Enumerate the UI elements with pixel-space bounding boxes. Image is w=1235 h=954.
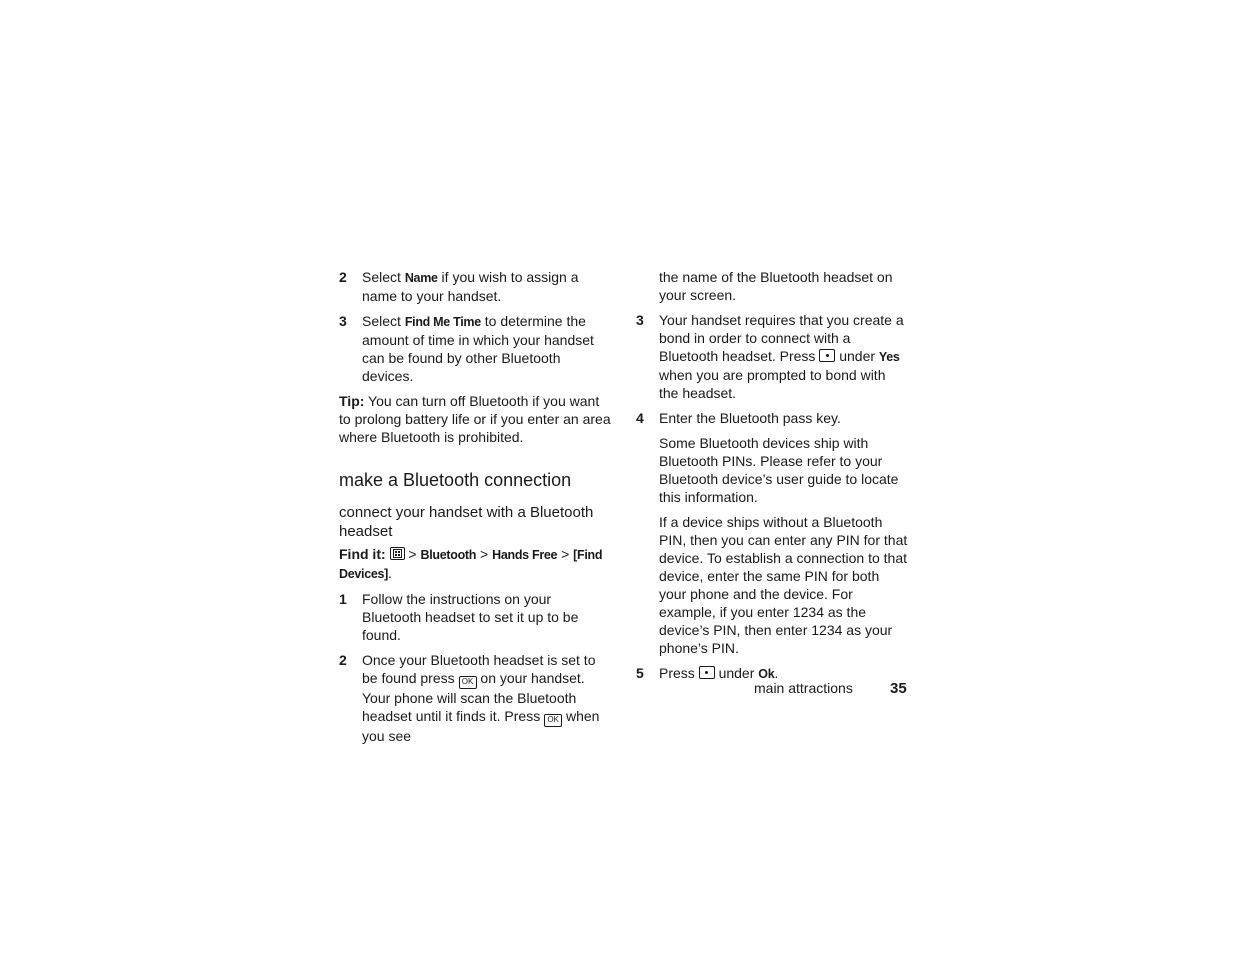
step-2-press-ok bbox=[339, 651, 611, 745]
step-text: on your handset. Your phone will scan the Bluetooth headset until it finds it. Press bbox=[362, 670, 585, 724]
page-footer bbox=[754, 680, 907, 697]
continued-text: the name of the Bluetooth headset on your screen. bbox=[659, 269, 893, 303]
step-text: Select bbox=[362, 269, 405, 285]
right-column bbox=[636, 268, 908, 690]
step-text: under bbox=[835, 348, 879, 364]
ok-key-icon: OK bbox=[544, 714, 562, 727]
step-text: when you see bbox=[362, 708, 600, 744]
find-it-label: Find it: bbox=[339, 546, 386, 562]
step-number: 1 bbox=[339, 591, 347, 607]
left-column bbox=[339, 268, 611, 752]
step-number: 5 bbox=[636, 665, 644, 681]
tip-label: Tip: bbox=[339, 393, 365, 409]
path-bluetooth: Bluetooth bbox=[420, 548, 477, 562]
path-separator: > bbox=[476, 546, 493, 562]
menu-option-find-me-time: Find Me Time bbox=[404, 315, 481, 329]
step-text: Enter the Bluetooth pass key. bbox=[659, 410, 841, 426]
page-number: 35 bbox=[890, 680, 907, 697]
step-text: Once your Bluetooth headset is set to be found press bbox=[362, 652, 596, 686]
pin-example-paragraph: If a device ships without a Bluetooth PIN, then you can enter any PIN for that device. To establish a connection to that device, enter the same PIN for both your phone and the device. For example, if you enter 1234 as the device’s PIN, then enter 1234 as your phone’s PIN. bbox=[659, 514, 908, 656]
center-soft-key-icon bbox=[699, 666, 715, 679]
step-text: Select bbox=[362, 313, 405, 329]
step-text: Follow the instructions on your Bluetooth headset to set it up to be found. bbox=[362, 591, 579, 643]
step-4-pass-key bbox=[636, 409, 908, 427]
step-3-find-me-time bbox=[339, 312, 611, 385]
footer-section-title: main attractions bbox=[754, 680, 853, 696]
step-text: when you are prompted to bond with the headset. bbox=[659, 367, 886, 401]
center-soft-key-icon bbox=[819, 349, 835, 362]
step-number: 3 bbox=[636, 312, 644, 328]
path-hands-free: Hands Free bbox=[492, 548, 558, 562]
path-end: . bbox=[388, 565, 392, 581]
step-number: 4 bbox=[636, 410, 644, 426]
menu-option-name: Name bbox=[404, 271, 438, 285]
softkey-yes: Yes bbox=[878, 350, 900, 364]
section-heading: make a Bluetooth connection bbox=[339, 470, 572, 490]
softkey-ok: Ok bbox=[758, 667, 775, 681]
step-3-bond bbox=[636, 311, 908, 402]
step-text: . bbox=[774, 665, 779, 681]
subsection-heading: connect your handset with a Bluetooth headset bbox=[339, 504, 594, 540]
step-number: 3 bbox=[339, 313, 347, 329]
path-separator: > bbox=[557, 546, 574, 562]
ok-key-icon: OK bbox=[459, 676, 477, 689]
step-1-follow-instructions bbox=[339, 590, 611, 644]
tip-paragraph bbox=[339, 392, 611, 446]
step-text: Your handset requires that you create a bond in order to connect with a Bluetooth headset. Press bbox=[659, 312, 904, 364]
find-it-path bbox=[339, 545, 611, 583]
step-text: to determine the amount of time in which your handset can be found by other Bluetooth devices. bbox=[362, 313, 594, 384]
step-number: 2 bbox=[339, 652, 347, 668]
path-find-devices: [Find Devices] bbox=[339, 548, 603, 581]
step-2-name bbox=[339, 268, 611, 305]
step-number: 2 bbox=[339, 269, 347, 285]
path-separator: > bbox=[404, 546, 421, 562]
menu-key-icon bbox=[390, 547, 405, 560]
tip-text: You can turn off Bluetooth if you want to prolong battery life or if you enter an area where Bluetooth is prohibited. bbox=[339, 393, 611, 445]
pin-info-paragraph: Some Bluetooth devices ship with Bluetooth PINs. Please refer to your Bluetooth device’s user guide to locate this information. bbox=[659, 435, 899, 505]
step-text: if you wish to assign a name to your handset. bbox=[362, 269, 579, 304]
step-text: under bbox=[714, 665, 759, 681]
step-text: Press bbox=[659, 665, 699, 681]
